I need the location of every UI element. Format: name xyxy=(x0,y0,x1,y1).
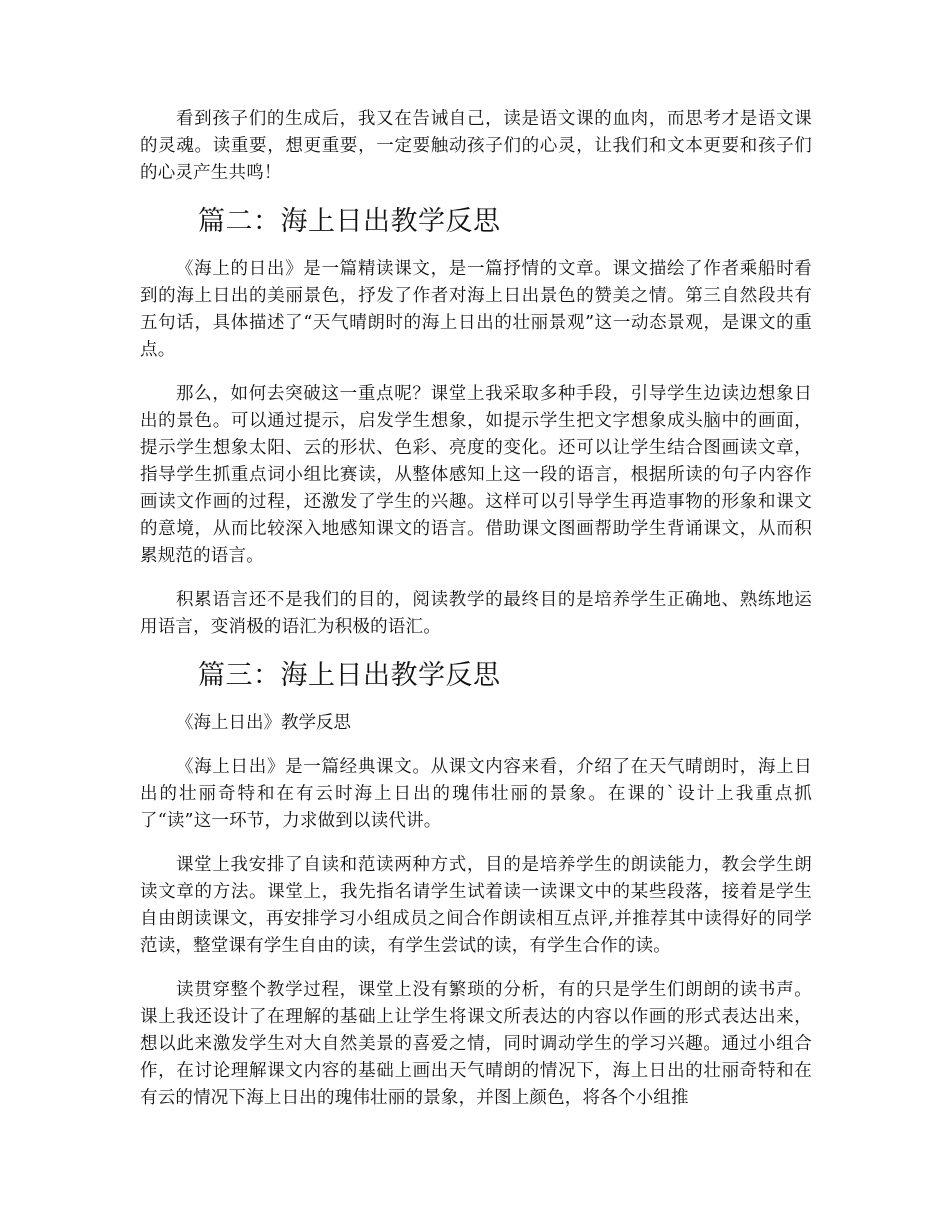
section2-paragraph-3: 积累语言还不是我们的目的，阅读教学的最终目的是培养学生正确地、熟练地运用语言，变消极的语汇为积极的语汇。 xyxy=(140,590,812,637)
section3-paragraph-1: 《海上日出》是一篇经典课文。从课文内容来看，介绍了在天气晴朗时，海上日出的壮丽奇特和在有云时海上日出的瑰伟壮丽的景象。在课的`设计上我重点抓了“读”这一环节，力求做到以读代讲。 xyxy=(140,757,812,831)
section3-paragraph-2: 课堂上我安排了自读和范读两种方式，目的是培养学生的朗读能力，教会学生朗读文章的方法。课堂上，我先指名请学生试着读一读课文中的某些段落，接着是学生自由朗读课文，再安排学习小组成员之间合作朗读相互点评,并推荐其中读得好的同学范读，整堂课有学生自由的读，有学生尝试的读，有学生合作的读。 xyxy=(140,855,812,956)
document-body xyxy=(140,106,812,1129)
section-heading-2: 篇二：海上日出教学反思 xyxy=(198,206,501,237)
section3-paragraph-3: 读贯穿整个教学过程，课堂上没有繁琐的分析，有的只是学生们朗朗的读书声。课上我还设计了在理解的基础上让学生将课文所表达的内容以作画的形式表达出来，想以此来激发学生对大自然美景的喜爱之情，同时调动学生的学习兴趣。通过小组合作，在讨论理解课文内容的基础上画出天气晴朗的情况下，海上日出的壮丽奇特和在有云的情况下海上日出的瑰伟壮丽的景象，并图上颜色，将各个小组推 xyxy=(140,980,812,1108)
intro-paragraph: 看到孩子们的生成后，我又在告诫自己，读是语文课的血肉，而思考才是语文课的灵魂。读重要，想更重要，一定要触动孩子们的心灵，让我们和文本更要和孩子们的心灵产生共鸣！ xyxy=(140,109,812,183)
section2-paragraph-2: 那么，如何去突破这一重点呢？课堂上我采取多种手段，引导学生边读边想象日出的景色。可以通过提示，启发学生想象，如提示学生把文字想象成头脑中的画面，提示学生想象太阳、云的形状、色彩、亮度的变化。还可以让学生结合图画读文章，指导学生抓重点词小组比赛读，从整体感知上这一段的语言，根据所读的句子内容作画读文作画的过程，还激发了学生的兴趣。这样可以引导学生再造事物的形象和课文的意境，从而比较深入地感知课文的语言。借助课文图画帮助学生背诵课文，从而积累规范的语言。 xyxy=(140,384,812,566)
section3-subtitle: 《海上日出》教学反思 xyxy=(176,713,351,733)
section-heading-3: 篇三：海上日出教学反思 xyxy=(198,660,501,691)
section2-paragraph-1: 《海上的日出》是一篇精读课文，是一篇抒情的文章。课文描绘了作者乘船时看到的海上日出的美丽景色，抒发了作者对海上日出景色的赞美之情。第三自然段共有五句话，具体描述了“天气晴朗时的海上日出的壮丽景观”这一动态景观，是课文的重点。 xyxy=(140,259,812,360)
